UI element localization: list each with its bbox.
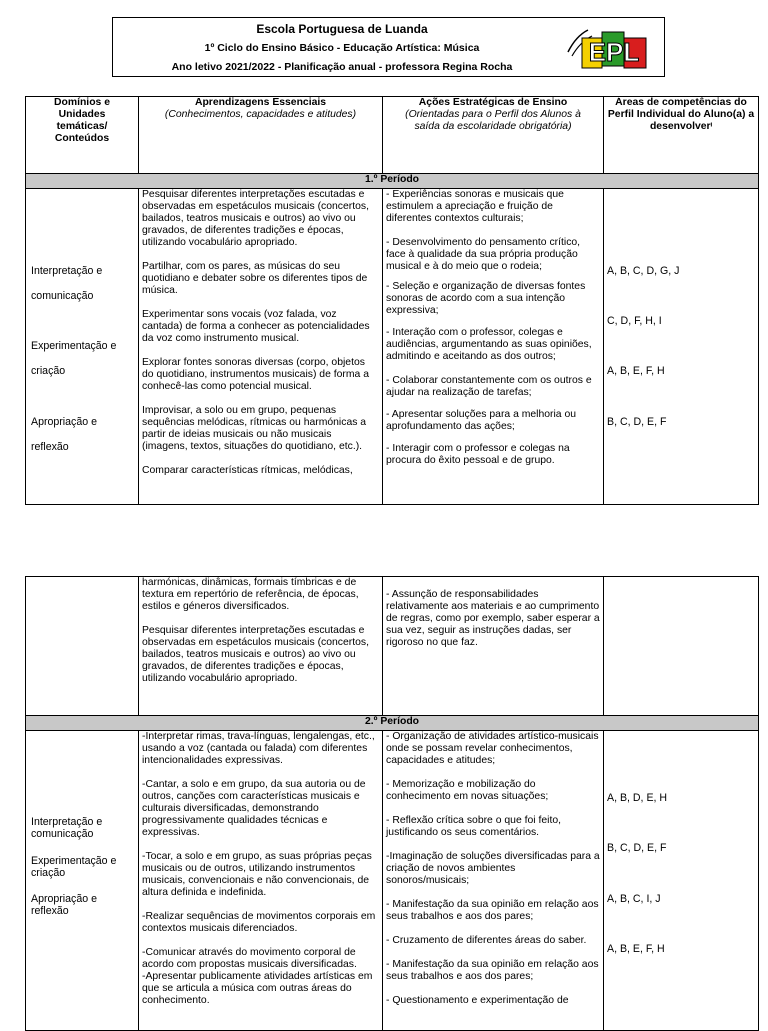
domain-label: Experimentação e xyxy=(31,340,117,352)
strategy-item: - Reflexão crítica sobre o que foi feito, justificando os seus comentários. xyxy=(386,815,561,838)
strategy-item: - Desenvolvimento do pensamento crítico, face à qualidade da sua própria produção musical e à do meio que o rodeia; xyxy=(386,237,581,272)
domain-label: Apropriação e reflexão xyxy=(31,893,97,917)
period-2-learnings-cell xyxy=(139,731,383,1031)
strategy-item: -Imaginação de soluções diversificadas para a criação de novos ambientes sonoros/musicais; xyxy=(386,851,600,886)
period-1-strategies-cell xyxy=(383,189,604,505)
period-2-label: 2.º Período xyxy=(26,716,759,731)
learning-item: Experimentar sons vocais (voz falada, voz cantada) de forma a conhecer as potencialidades da voz como instrumento musical. xyxy=(142,309,370,344)
strategy-item: - Interação com o professor, colegas e audiências, argumentando as suas opiniões, admitindo e aceitando as dos outros; xyxy=(386,327,592,362)
period-2-learnings xyxy=(142,731,379,1007)
strategy-item: - Experiências sonoras e musicais que estimulem a apreciação e fruição de diferentes contextos culturais; xyxy=(386,189,564,224)
period-2-competences-cell xyxy=(604,731,759,1031)
strategy-item: - Memorização e mobilização do conhecimento em novas situações; xyxy=(386,779,549,802)
learning-item: -Cantar, a solo e em grupo, da sua autoria ou de outros, canções com características musicais e culturais diversificadas, demonstrando progressivamente qualidades técnicas e expressivas. xyxy=(142,779,366,838)
learning-item: -Apresentar publicamente atividades artísticas em que se articula a música com outras áreas do conhecimento. xyxy=(142,971,373,1006)
domain-label: reflexão xyxy=(31,441,69,453)
domain-label: Interpretação e comunicação xyxy=(31,816,103,840)
period-2-domains-cell xyxy=(26,731,139,1031)
col-header-domains: Domínios e Unidades temáticas/ Conteúdos xyxy=(26,97,139,174)
strategy-item: - Colaborar constantemente com os outros e ajudar na realização de tarefas; xyxy=(386,375,592,398)
strategy-item: - Questionamento e experimentação de xyxy=(386,995,569,1006)
period-1-learnings-cell xyxy=(139,189,383,505)
cont-learnings-cell xyxy=(139,577,383,716)
strategy-item: - Organização de atividades artístico-musicais onde se possam revelar conhecimentos, capacidades e atitudes; xyxy=(386,731,599,766)
competence-list: A, B, D, E, H xyxy=(607,792,668,804)
strategy-item: - Manifestação da sua opinião em relação aos seus trabalhos e aos dos pares; xyxy=(386,899,599,922)
strategy-item: - Assunção de responsabilidades relativamente aos materiais e ao cumprimento de regras, como por exemplo, saber esperar a sua vez, seguir as instruções dadas, ser rigoroso no que faz. xyxy=(386,589,600,648)
learning-item: Improvisar, a solo ou em grupo, pequenas sequências melódicas, rítmicas ou harmónicas a partir de ideias musicais ou não musicais (imagens, textos, situações do quotidiano, etc.). xyxy=(142,405,367,452)
learning-item: Partilhar, com os pares, as músicas do seu quotidiano e debater sobre os diferentes tipos de música. xyxy=(142,261,368,296)
period-1-competences-cell xyxy=(604,189,759,505)
learning-item: Comparar características rítmicas, melódicas, xyxy=(142,465,353,476)
domain-label: Interpretação e xyxy=(31,265,103,277)
learning-item: Explorar fontes sonoras diversas (corpo, objetos do quotidiano, instrumentos musicais) de forma a conhecê-las como potencial musical. xyxy=(142,357,369,392)
strategy-item: - Cruzamento de diferentes áreas do saber. xyxy=(386,935,587,946)
cont-strategies-cell xyxy=(383,577,604,716)
learning-item: harmónicas, dinâmicas, formais tímbricas e de textura em repertório de referência, de épocas, estilos e géneros diversificados. xyxy=(142,577,359,612)
domain-label: Experimentação e criação xyxy=(31,855,117,879)
school-name: Escola Portuguesa de Luanda xyxy=(256,22,428,36)
strategy-item: - Seleção e organização de diversas fontes sonoras de acordo com a sua intenção expressiva; xyxy=(386,281,586,316)
period-1-label: 1.º Período xyxy=(26,174,759,189)
competence-list: B, C, D, E, F xyxy=(607,842,667,854)
competence-list: B, C, D, E, F xyxy=(607,416,667,428)
col-header-competences: Áreas de competências do Perfil Individual do Aluno(a) a desenvolverᶦ xyxy=(604,97,759,174)
period-1-strategies xyxy=(386,189,600,467)
learning-item: Pesquisar diferentes interpretações escutadas e observadas em espetáculos musicais (concertos, bailados, teatros musicais e outros) ao vivo ou gravados, de diferentes tradições e épocas, utilizando vocabulário apropriado. xyxy=(142,189,369,248)
strategy-item: - Apresentar soluções para a melhoria ou aprofundamento das ações; xyxy=(386,409,577,432)
period-1-learnings xyxy=(142,189,379,477)
strategy-item: - Interagir com o professor e colegas na procura do êxito pessoal e de grupo. xyxy=(386,443,570,466)
competence-list: A, B, C, D, G, J xyxy=(607,265,680,277)
course-line: 1º Ciclo do Ensino Básico - Educação Artística: Música xyxy=(204,42,480,54)
learning-item: -Tocar, a solo e em grupo, as suas próprias peças musicais ou de outros, utilizando instrumentos musicais, convencionais e não convencionais, de altura definida e indefinida. xyxy=(142,851,372,898)
competence-list: A, B, E, F, H xyxy=(607,943,665,955)
header-box xyxy=(112,17,665,77)
competence-list: A, B, E, F, H xyxy=(607,365,665,377)
domain-label: criação xyxy=(31,365,66,377)
domain-label: comunicação xyxy=(31,290,94,302)
competence-list: C, D, F, H, I xyxy=(607,315,662,327)
competence-list: A, B, C, I, J xyxy=(607,893,661,905)
cont-learnings xyxy=(142,577,379,685)
col-header-learnings: Aprendizagens Essenciais (Conhecimentos, capacidades e atitudes) xyxy=(139,97,383,174)
planning-table-part1 xyxy=(25,96,759,505)
period-2-strategies xyxy=(386,731,600,1007)
strategy-item: - Manifestação da sua opinião em relação aos seus trabalhos e aos dos pares; xyxy=(386,959,599,982)
domain-label: Apropriação e xyxy=(31,416,97,428)
col-header-strategies: Ações Estratégicas de Ensino (Orientadas para o Perfil dos Alunos à saída da escolaridade obrigatória) xyxy=(383,97,604,174)
year-line: Ano letivo 2021/2022 - Planificação anual - professora Regina Rocha xyxy=(171,61,513,73)
learning-item: Pesquisar diferentes interpretações escutadas e observadas em espetáculos musicais (concertos, bailados, teatros musicais e outros) ao vivo ou gravados, de diferentes tradições e épocas, utilizando vocabulário apropriado. xyxy=(142,625,369,684)
svg-text:EPL: EPL xyxy=(588,37,640,67)
period-2-strategies-cell xyxy=(383,731,604,1031)
cont-competences-cell xyxy=(604,577,759,716)
learning-item: -Interpretar rimas, trava-línguas, lengalengas, etc., usando a voz (cantada ou falada) com diferentes intencionalidades expressivas. xyxy=(142,731,375,766)
learning-item: -Comunicar através do movimento corporal de acordo com propostas musicais diversificadas. xyxy=(142,947,357,970)
cont-domains-cell xyxy=(26,577,139,716)
learning-item: -Realizar sequências de movimentos corporais em contextos musicais diferenciados. xyxy=(142,911,376,934)
school-logo xyxy=(566,22,656,74)
